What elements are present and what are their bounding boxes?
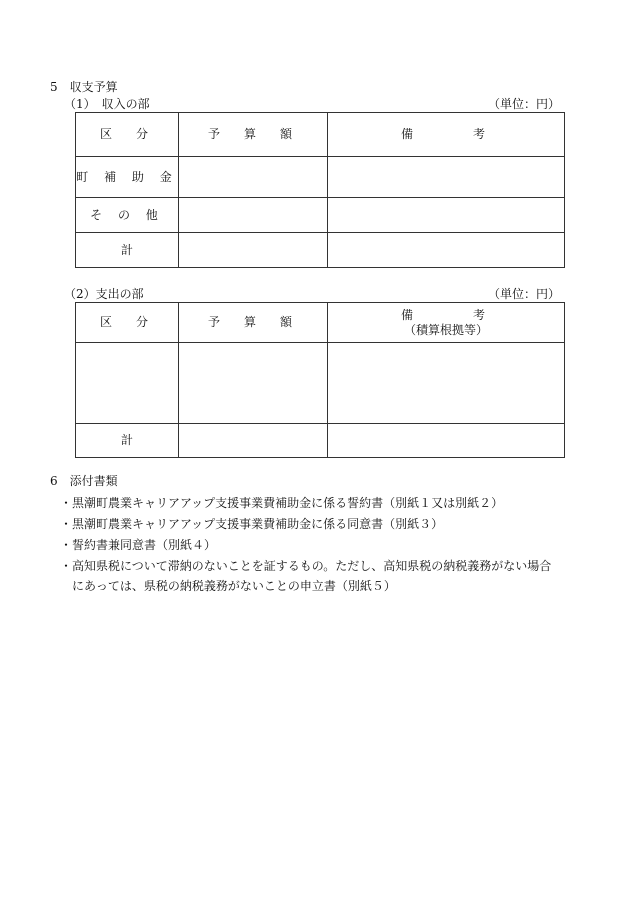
expense-header-remarks-sub: （積算根拠等） bbox=[403, 322, 488, 337]
income-table bbox=[75, 112, 565, 268]
income-row-budget[interactable] bbox=[179, 233, 328, 268]
expense-title: （2）支出の部 bbox=[64, 287, 144, 301]
table-row bbox=[76, 157, 565, 198]
expense-table bbox=[75, 302, 565, 458]
expense-row-category[interactable] bbox=[76, 343, 179, 424]
income-row-total-label: 計 bbox=[76, 233, 179, 268]
income-header-row bbox=[76, 113, 565, 157]
expense-row-remarks[interactable] bbox=[328, 424, 565, 458]
expense-header-row bbox=[76, 303, 565, 343]
list-item: ・高知県税について滞納のないことを証するもの。ただし、高知県税の納税義務がない場合 bbox=[60, 559, 552, 573]
income-row-category: そ の 他 bbox=[76, 198, 179, 233]
expense-unit: （単位：円） bbox=[488, 287, 561, 301]
income-row-remarks[interactable] bbox=[328, 233, 565, 268]
list-item: ・誓約書兼同意書（別紙４） bbox=[60, 538, 217, 552]
income-row-remarks[interactable] bbox=[328, 198, 565, 233]
table-row bbox=[76, 424, 565, 458]
income-header-remarks: 備 考 bbox=[328, 113, 565, 157]
section5-heading: 5 収支予算 bbox=[50, 80, 118, 94]
expense-row-total-label: 計 bbox=[76, 424, 179, 458]
table-row bbox=[76, 343, 565, 424]
list-item: ・黒潮町農業キャリアアップ支援事業費補助金に係る誓約書（別紙１又は別紙２） bbox=[60, 496, 504, 510]
expense-header-category: 区 分 bbox=[76, 303, 179, 343]
list-item: ・黒潮町農業キャリアアップ支援事業費補助金に係る同意書（別紙３） bbox=[60, 517, 444, 531]
expense-header-remarks: 備 考 （積算根拠等） bbox=[328, 303, 565, 343]
income-row-budget[interactable] bbox=[179, 157, 328, 198]
table-row bbox=[76, 198, 565, 233]
income-title: （1） 収入の部 bbox=[64, 97, 150, 111]
expense-row-budget[interactable] bbox=[179, 343, 328, 424]
income-unit: （単位：円） bbox=[488, 97, 561, 111]
list-item: にあっては、県税の納税義務がないことの申立書（別紙５） bbox=[60, 579, 396, 593]
section6-heading: 6 添付書類 bbox=[50, 474, 118, 488]
income-header-budget: 予 算 額 bbox=[179, 113, 328, 157]
table-row bbox=[76, 233, 565, 268]
expense-row-budget[interactable] bbox=[179, 424, 328, 458]
income-row-remarks[interactable] bbox=[328, 157, 565, 198]
income-header-category: 区 分 bbox=[76, 113, 179, 157]
income-row-budget[interactable] bbox=[179, 198, 328, 233]
expense-row-remarks[interactable] bbox=[328, 343, 565, 424]
expense-header-budget: 予 算 額 bbox=[179, 303, 328, 343]
income-row-category: 町 補 助 金 bbox=[76, 157, 179, 198]
